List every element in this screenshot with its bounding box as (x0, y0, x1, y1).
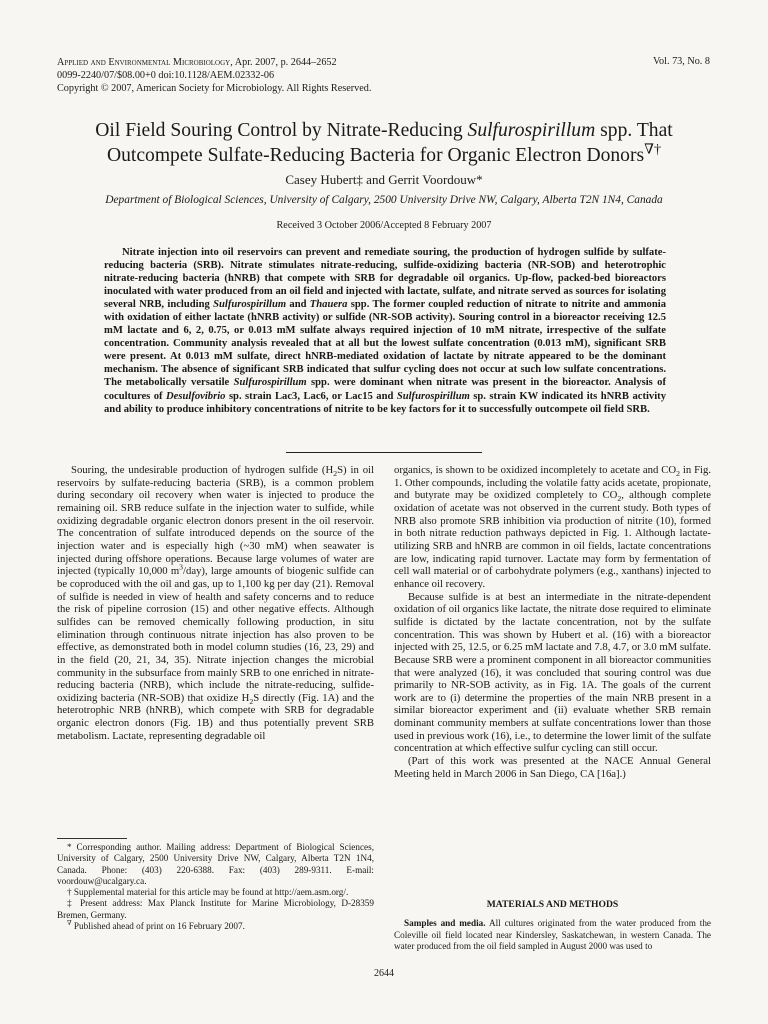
subscript: 2 (249, 696, 254, 706)
footnote-present-address: ‡ Present address: Max Planck Institute for Marine Microbiology, D-28359 Bremen, Germany. (57, 898, 374, 920)
right-column (394, 464, 711, 780)
journal-citation-line (57, 56, 371, 69)
abstract-text: sp. strain Lac3, Lac6, or Lac15 and (225, 390, 397, 402)
received-date: Received 3 October 2006/Accepted 8 February 2007 (276, 220, 492, 231)
intro-paragraph-1 (57, 464, 374, 742)
footnote-text: Published ahead of print on 16 February 2007. (71, 921, 245, 932)
footnote-mark: ∇ (67, 920, 72, 928)
methods-run-in-heading: Samples and media. (404, 918, 486, 928)
copyright: Copyright © 2007, American Society for Microbiology. All Rights Reserved. (57, 83, 372, 94)
title-text: Outcompete Sulfate-Reducing Bacteria for Organic Electron Donors (106, 145, 645, 166)
abstract-text: and (286, 299, 310, 311)
body-text: Souring, the undesirable production of hydrogen sulfide (H (71, 464, 334, 476)
footnotes (57, 842, 374, 932)
footnote-corresponding-author: * Corresponding author. Mailing address: Department of Biological Sciences, University of Calgary, 2500 University Drive NW, Calgary, Alberta T2N 1N4, Canada. Phone: (403) 220-6388. Fax: (403) 289-9311. E-mail: voordouw@ucalgary.ca. (57, 842, 374, 886)
article-title (40, 118, 728, 168)
issn-doi: 0099-2240/07/$08.00+0 doi:10.1128/AEM.02332-06 (57, 70, 275, 81)
body-text: organics, is shown to be oxidized incompletely to acetate and CO (394, 464, 677, 476)
abstract-genus: Sulfurospirillum (213, 299, 287, 311)
abstract-divider (286, 452, 482, 453)
body-text: /day), large amounts of biogenic sulfide can be coproduced with the oil and gas, up to 1,100 kg per day (21). Removal of sulfide is needed in view of health and safety concerns and to reduce the risk of pipeline corrosion (15) and other negative effects. Although sulfides can be removed chemically following production, in situ elimination through continuous nitrate injection has also proven to be effective, as demonstrated both in model column studies (16, 23, 29) and in the field (20, 21, 34, 35). Nitrate injection changes the microbial community in the subsurface from mainly SRB to one enriched in nitrate-reducing bacteria (NRB), which include the nitrate-reducing, sulfide-oxidizing bacteria (NR-SOB) that oxidize H (57, 565, 374, 704)
superscript: 3 (179, 562, 184, 572)
abstract-text: spp. The former coupled reduction of nitrate to nitrite and ammonia with oxidation of either lactate (hNRB activity) or sulfide (NR-SOB activity). Souring control in a bioreactor receiving 12.5 mM lactate and 6, 2, 0.75, or 0.013 mM sulfate always required injection of 10 mM nitrate, irrespective of the sulfate concentration. Community analysis revealed that at all but the lowest sulfate concentration (0.013 mM), significant SRB were present. At 0.013 mM sulfate, direct hNRB-mediated oxidation of lactate by nitrate appeared to be the dominant mechanism. The absence of significant SRB indicated that sulfur cycling does not occur at such low sulfate concentrations. The metabolically versatile (104, 299, 666, 389)
footnote-supplemental: † Supplemental material for this article may be found at http://aem.asm.org/. (67, 887, 349, 898)
left-column (57, 464, 374, 742)
affiliation: Department of Biological Sciences, University of Calgary, 2500 University Drive NW, Calgary, Alberta T2N 1N4, Canada (105, 194, 663, 206)
methods-text: All cultures originated from the water produced from the Coleville oil field located near Kindersley, Saskatchewan, in western Canada. The water produced from the oil field sampled in August 2000 was used to (394, 918, 711, 951)
abstract-genus: Thauera (309, 299, 348, 311)
title-text: Oil Field Souring Control by Nitrate-Reducing (95, 120, 468, 141)
subscript: 2 (333, 469, 338, 479)
abstract-genus: Sulfurospirillum (396, 390, 470, 402)
authors: Casey Hubert‡ and Gerrit Voordouw* (285, 172, 483, 187)
body-text: , although complete oxidation of acetate was not observed in the current study. Both types of NRB also promote SRB inhibition via production of nitrite (10), formed in both nitrate reduction pathways depicted in Fig. 1. Although lactate-utilizing SRB and hNRB are common in oil fields, lactate concentrations are low, indicating rapid turnover. Lactate may form by fermentation of cell wall material or of carbohydrate polymers (e.g., xanthans) injected to enhance oil recovery. (394, 489, 711, 590)
journal-header (57, 56, 371, 95)
footnote-published (57, 921, 374, 932)
abstract-genus: Desulfovibrio (166, 390, 226, 402)
abstract (104, 246, 666, 416)
title-text: spp. That (595, 120, 673, 141)
footnote-divider (57, 838, 127, 839)
body-text: S) in oil reservoirs by sulfate-reducing bacteria (SRB), is a common problem during secondary oil recovery when water is injected to produce the remaining oil. SRB reduce sulfate in the injection water to sulfide, while oxidizing degradable organic electron donors present in the oil reservoir. The concentration of sulfate introduced depends on the source of the injection water and is especially high (~30 mM) when seawater is injected during offshore operations. Because large volumes of water are injected (typically 10,000 m (57, 464, 374, 578)
page-number: 2644 (374, 968, 394, 979)
abstract-text: sp. strain KW indicated its hNRB activity and ability to produce inhibitory concentrations of nitrite to be key factors for it to successfully outcompete oil field SRB. (104, 390, 666, 415)
methods-paragraph (394, 918, 711, 953)
section-heading-methods: MATERIALS AND METHODS (486, 899, 619, 910)
intro-paragraph-cont (394, 464, 711, 591)
volume-issue: Vol. 73, No. 8 (653, 56, 710, 67)
title-genus: Sulfurospirillum (467, 120, 596, 141)
intro-paragraph-2: Because sulfide is at best an intermediate in the nitrate-dependent oxidation of oil organics like lactate, the nitrate dose required to eliminate sulfide is dictated by the lactate concentration, not by the sulfate concentration. This was shown by Hubert et al. (16) with a bioreactor injected with 25, 12.5, or 6.25 mM lactate and 7.8, 4.7, or 3.0 mM sulfate. Because SRB were a prominent component in all bioreactor communities that were analyzed (16), it was concluded that souring control was due primarily to NR-SOB activity, as in Fig. 1A. The goals of the current work are to (i) determine the properties of the main NRB present in a similar bioreactor experiment and (ii) evaluate whether SRB remain dominant community members at sulfate concentrations lower than those used in previous work (16), i.e., to determine the lower limit of the sulfate concentration at which effective sulfur cycling can still occur. (394, 590, 712, 755)
title-line-2 (40, 143, 728, 168)
abstract-text: spp. were dominant when nitrate was present in the bioreactor. Analysis of cocultures of (104, 377, 667, 402)
intro-paragraph-3: (Part of this work was presented at the NACE Annual General Meeting held in March 2006 in San Diego, CA [16a].) (394, 755, 711, 780)
subscript: 2 (676, 469, 680, 479)
body-text: S directly (Fig. 1A) and the heterotrophic NRB (hNRB), which compete with SRB for degradable organic electron donors (Fig. 1B) and thus potentially prevent SRB metabolism. Lactate, representing degradable oil (57, 691, 375, 742)
title-footnote-marks: ∇† (644, 141, 662, 158)
subscript: 2 (617, 494, 622, 504)
title-line-1 (40, 118, 728, 143)
abstract-genus: Sulfurospirillum (233, 377, 307, 389)
abstract-text: Nitrate injection into oil reservoirs can prevent and remediate souring, the production of hydrogen sulfide by sulfate-reducing bacteria (SRB). Nitrate stimulates nitrate-reducing, sulfide-oxidizing bacteria (NR-SOB) and heterotrophic nitrate-reducing bacteria (hNRB) that compete with SRB for degradable oil organics. Up-flow, packed-bed bioreactors inoculated with water produced from an oil field and injected with lactate, sulfate, and nitrate served as sources for isolating several NRB, including (104, 247, 666, 311)
journal-citation: , Apr. 2007, p. 2644–2652 (230, 57, 337, 68)
journal-name: Applied and Environmental Microbiology (57, 57, 231, 68)
body-text: in Fig. 1. Other compounds, including the volatile fatty acids acetate, propionate, and butyrate may be oxidized completely to CO (394, 464, 712, 502)
